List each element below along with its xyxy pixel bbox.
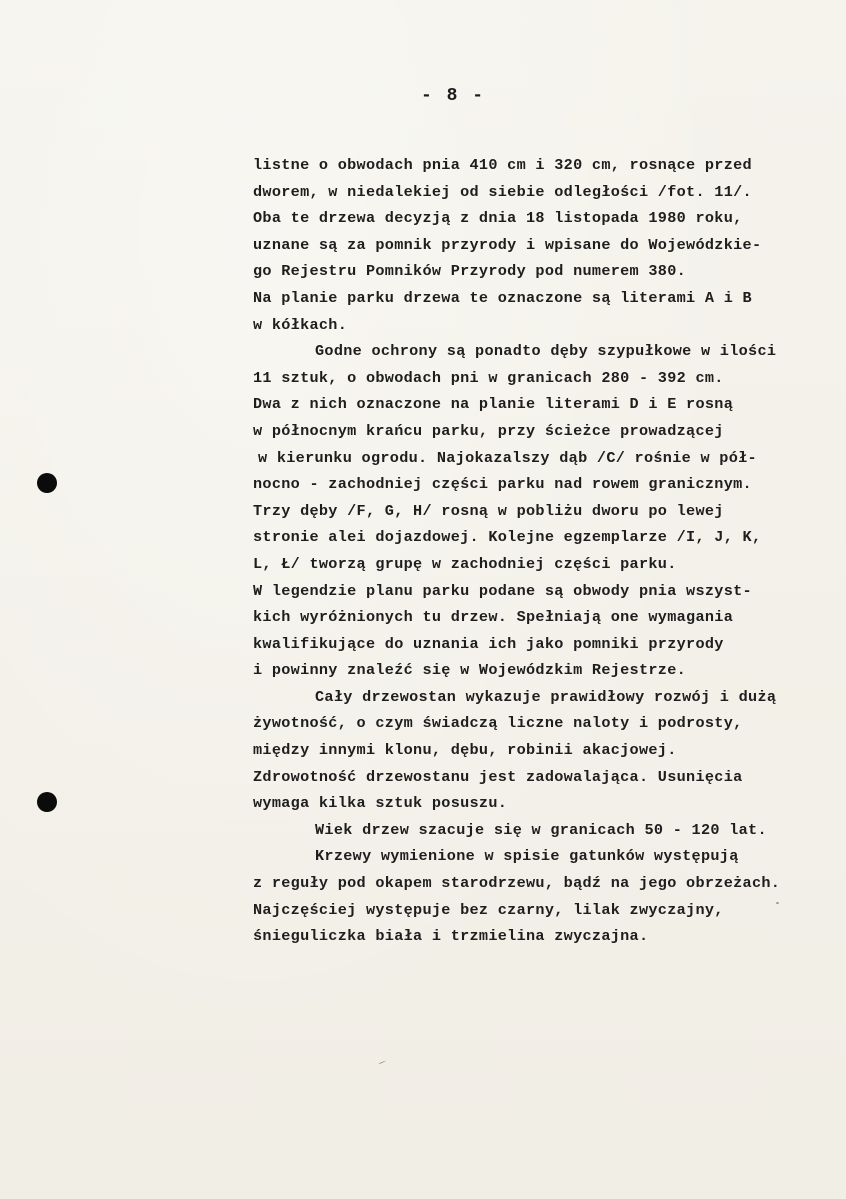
text-line: kwalifikujące do uznania ich jako pomniki przyrody bbox=[253, 634, 724, 653]
page-number: - 8 - bbox=[420, 86, 485, 106]
page-header bbox=[0, 86, 846, 106]
text-line: między innymi klonu, dębu, robinii akacjowej. bbox=[253, 741, 677, 760]
text-line: śnieguliczka biała i trzmielina zwyczajna. bbox=[253, 927, 649, 946]
paragraph-first-line: Krzewy wymienione w spisie gatunków występują bbox=[315, 847, 739, 866]
text-line: kich wyróżnionych tu drzew. Spełniają one wymagania bbox=[253, 608, 734, 627]
text-line: stronie alei dojazdowej. Kolejne egzemplarze /I, J, K, bbox=[253, 528, 762, 547]
text-line: 11 sztuk, o obwodach pni w granicach 280 - 392 cm. bbox=[253, 368, 724, 387]
text-line: L, Ł/ tworzą grupę w zachodniej części parku. bbox=[253, 554, 677, 573]
text-line: dworem, w niedalekiej od siebie odległości /fot. 11/. bbox=[253, 182, 752, 201]
text-line: W legendzie planu parku podane są obwody pnia wszyst- bbox=[253, 581, 752, 600]
paper-mark bbox=[378, 1060, 386, 1064]
punch-hole-upper bbox=[37, 473, 57, 493]
text-line: w kółkach. bbox=[253, 315, 348, 334]
punch-hole-lower bbox=[37, 792, 57, 812]
text-line: z reguły pod okapem starodrzewu, bądź na jego obrzeżach. bbox=[253, 874, 781, 893]
paragraph-first-line: Wiek drzew szacuje się w granicach 50 - 120 lat. bbox=[315, 820, 767, 839]
text-line: nocno - zachodniej części parku nad rowem granicznym. bbox=[253, 475, 752, 494]
text-line: wymaga kilka sztuk posuszu. bbox=[253, 794, 508, 813]
text-line: Trzy dęby /F, G, H/ rosną w pobliżu dworu po lewej bbox=[253, 501, 724, 520]
text-line: Na planie parku drzewa te oznaczone są literami A i B bbox=[253, 288, 752, 307]
typed-text-body bbox=[253, 152, 843, 950]
text-line: żywotność, o czym świadczą liczne naloty i podrosty, bbox=[253, 714, 743, 733]
text-line: i powinny znaleźć się w Wojewódzkim Rejestrze. bbox=[253, 661, 687, 680]
text-line: w kierunku ogrodu. Najokazalszy dąb /C/ rośnie w pół- bbox=[258, 448, 757, 467]
text-line: w północnym krańcu parku, przy ścieżce prowadzącej bbox=[253, 421, 724, 440]
text-line: Dwa z nich oznaczone na planie literami D i E rosną bbox=[253, 395, 734, 414]
text-line: Oba te drzewa decyzją z dnia 18 listopada 1980 roku, bbox=[253, 209, 743, 228]
text-line: Zdrowotność drzewostanu jest zadowalająca. Usunięcia bbox=[253, 767, 743, 786]
paragraph-first-line: Godne ochrony są ponadto dęby szypułkowe w ilości bbox=[315, 342, 777, 361]
text-line: go Rejestru Pomników Przyrody pod numerem 380. bbox=[253, 262, 687, 281]
text-line: uznane są za pomnik przyrody i wpisane do Wojewódzkie- bbox=[253, 235, 762, 254]
text-line: listne o obwodach pnia 410 cm i 320 cm, rosnące przed bbox=[253, 156, 752, 174]
text-line: Najczęściej występuje bez czarny, lilak zwyczajny, bbox=[253, 900, 724, 919]
paragraph-first-line: Cały drzewostan wykazuje prawidłowy rozwój i dużą bbox=[315, 687, 777, 706]
paper-mark bbox=[776, 902, 779, 904]
